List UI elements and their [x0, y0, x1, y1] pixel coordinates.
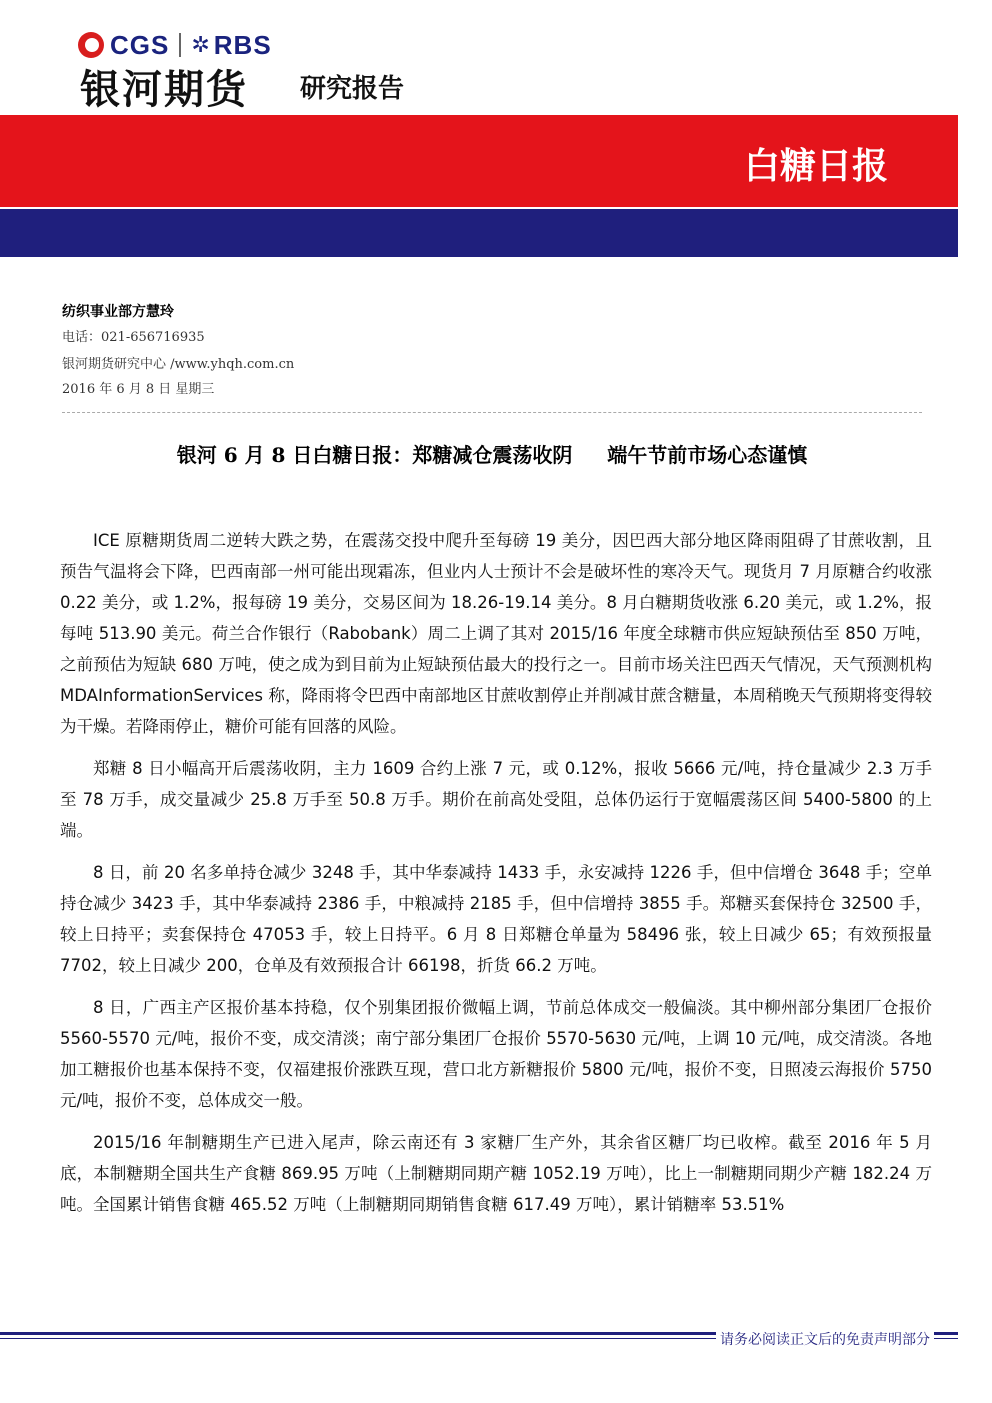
paragraph: 郑糖 8 日小幅高开后震荡收阴，主力 1609 合约上涨 7 元，或 0.12%，报收 5666 元/吨，持仓量减少 2.3 万手至 78 万手，成交量减少 25.8 万手至 50.8 万手。期价在前高处受阻，总体仍运行于宽幅震荡区间 5400-5800 的上端。	[60, 759, 932, 840]
logo	[78, 30, 272, 60]
paragraph: 8 日，广西主产区报价基本持稳，仅个别集团报价微幅上调，节前总体成交一般偏淡。其中柳州部分集团厂仓报价 5560-5570 元/吨，报价不变，成交清淡；南宁部分集团厂仓报价 5570-5630 元/吨，上调 10 元/吨，成交清淡。各地加工糖报价也基本保持不变，仅福建报价涨跌互现，营口北方新糖报价 5800 元/吨，报价不变，日照凌云海报价 5750 元/吨，报价不变，总体成交一般。	[60, 998, 932, 1110]
cgs-swirl-icon	[78, 32, 104, 58]
company-name: 银河期货	[80, 67, 248, 113]
logo-cgs-text: CGS	[110, 29, 170, 60]
logo-divider	[179, 33, 181, 57]
article-body	[60, 525, 932, 1231]
paragraph: 8 日，前 20 名多单持仓减少 3248 手，其中华泰减持 1433 手，永安减持 1226 手，但中信增仓 3648 手；空单持仓减少 3423 手，其中华泰减持 2386 手，中粮减持 2185 手，但中信增持 3855 手。郑糖买套保持仓 32500 手，较上日持平；卖套保持仓 47053 手，较上日持平。6 月 8 日郑糖仓单量为 58496 张，较上日减少 65；有效预报量 7702，较上日减少 200，仓单及有效预报合计 66198，折货 66.2 万吨。	[60, 863, 932, 975]
report-type: 研究报告	[300, 74, 405, 104]
article-headline: 银河 6 月 8 日白糖日报：郑糖减仓震荡收阴 端午节前市场心态谨慎	[176, 443, 808, 467]
paragraph: 2015/16 年制糖期生产已进入尾声，除云南还有 3 家糖厂生产外，其余省区糖厂均已收榨。截至 2016 年 5 月底，本制糖期全国共生产食糖 869.95 万吨（上制糖期同期产糖 1052.19 万吨），比上一制糖期同期少产糖 182.24 万吨。全国累计销售食糖 465.52 万吨（上制糖期同期销售食糖 617.49 万吨），累计销糖率 53.51%	[60, 1133, 932, 1214]
author: 纺织事业部方慧玲	[62, 304, 174, 320]
website: 银河期货研究中心 /www.yhqh.com.cn	[62, 357, 295, 372]
phone: 电话：021-656716935	[62, 330, 205, 345]
logo-rbs-text: RBS	[213, 29, 272, 60]
report-date: 2016 年 6 月 8 日 星期三	[62, 382, 215, 397]
banner-title: 白糖日报	[743, 146, 888, 187]
footer-disclaimer: 请务必阅读正文后的免责声明部分	[716, 1330, 934, 1350]
divider	[62, 412, 922, 413]
title-banner	[0, 115, 958, 207]
blue-band	[0, 209, 958, 257]
rbs-mark-icon: ✲	[191, 32, 210, 58]
paragraph: ICE 原糖期货周二逆转大跌之势，在震荡交投中爬升至每磅 19 美分，因巴西大部分地区降雨阻碍了甘蔗收割，且预告气温将会下降，巴西南部一州可能出现霜冻，但业内人士预计不会是破坏性的寒冷天气。现货月 7 月原糖合约收涨 0.22 美分，或 1.2%，报每磅 19 美分，交易区间为 18.26-19.14 美分。8 月白糖期货收涨 6.20 美元，或 1.2%，报每吨 513.90 美元。荷兰合作银行（Rabobank）周二上调了其对 2015/16 年度全球糖市供应短缺预估至 850 万吨，之前预估为短缺 680 万吨，使之成为到目前为止短缺预估最大的投行之一。目前市场关注巴西天气情况，天气预测机构 MDAInformationServices 称，降雨将令巴西中南部地区甘蔗收割停止并削减甘蔗含糖量，本周稍晚天气预期将变得较为干燥。若降雨停止，糖价可能有回落的风险。	[60, 531, 932, 736]
